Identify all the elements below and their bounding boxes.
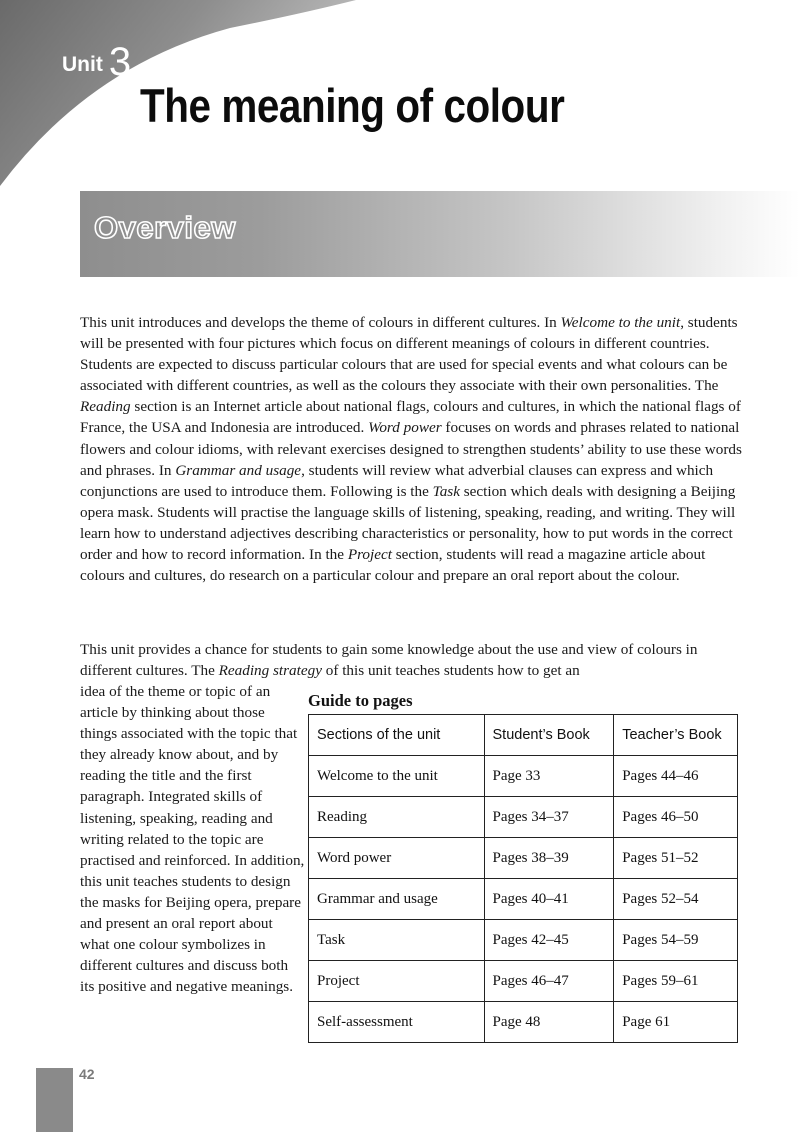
text-run: section is an Internet article about national flags, colours and cultures, in which the national flags of France, the USA and Indonesia are introduced. xyxy=(80,398,741,437)
text-run: of this unit teaches students how to get an xyxy=(321,662,580,680)
unit-label xyxy=(62,36,132,84)
teachers-book-cell: Pages 44–46 xyxy=(614,756,738,797)
text-run: focuses on words and phrases related to national flowers and colour idioms, with relevant exercises designed to strengthen students’ ability to use these words and phrases. In xyxy=(80,419,742,479)
section-cell: Task xyxy=(309,920,485,961)
unit-number: 3 xyxy=(108,40,132,84)
section-ref-welcome: Welcome to the unit xyxy=(560,314,681,331)
table-row xyxy=(309,961,738,1002)
section-cell: Grammar and usage xyxy=(309,879,485,920)
table-row xyxy=(309,756,738,797)
section-ref-word-power: Word power xyxy=(368,419,442,437)
page-title: The meaning of colour xyxy=(140,79,565,132)
section-cell: Self-assessment xyxy=(309,1002,485,1043)
teachers-book-cell: Page 61 xyxy=(614,1002,738,1043)
guide-heading: Guide to pages xyxy=(308,691,413,710)
text-run: , students will review what adverbial clauses can express and which conjunctions are used to introduce them. Following is the xyxy=(80,461,714,500)
section-ref-reading: Reading xyxy=(80,398,131,416)
overview-heading: Overview xyxy=(94,210,236,245)
overview-paragraph-2 xyxy=(80,639,742,681)
students-book-cell: Page 33 xyxy=(484,756,614,797)
section-ref-grammar: Grammar and usage xyxy=(175,461,302,479)
text-run: section which deals with designing a Beijing opera mask. Students will practise the language skills of listening, speaking, reading, and writing. They will learn how to understand adjectives describing characteristics or personality, how to put words in the correct order and how to record information. In the xyxy=(80,482,736,564)
students-book-cell: Pages 46–47 xyxy=(484,961,614,1002)
text-run: This unit introduces and develops the theme of colours in different cultures. In xyxy=(80,314,561,331)
text-run: This unit provides a chance for students to gain some knowledge about the use and view of colours in different cultures. The xyxy=(80,641,698,680)
students-book-cell: Pages 40–41 xyxy=(484,879,614,920)
students-book-cell: Pages 34–37 xyxy=(484,797,614,838)
students-book-cell: Pages 42–45 xyxy=(484,920,614,961)
section-ref-task: Task xyxy=(432,482,460,500)
teachers-book-cell: Pages 52–54 xyxy=(614,879,738,920)
section-cell: Word power xyxy=(309,838,485,879)
teachers-book-cell: Pages 54–59 xyxy=(614,920,738,961)
guide-table xyxy=(308,714,738,1043)
section-ref-project: Project xyxy=(347,546,392,564)
section-cell: Reading xyxy=(309,797,485,838)
table-row xyxy=(309,797,738,838)
text-run: section, students will read a magazine article about colours and cultures, do research on a particular colour and prepare an oral report about the colour. xyxy=(80,546,706,585)
page-edge-tab xyxy=(36,1068,73,1132)
students-book-cell: Pages 38–39 xyxy=(484,838,614,879)
column-header-sections: Sections of the unit xyxy=(309,715,485,756)
unit-word: Unit xyxy=(62,53,103,76)
section-cell: Welcome to the unit xyxy=(309,756,485,797)
teachers-book-cell: Pages 46–50 xyxy=(614,797,738,838)
students-book-cell: Page 48 xyxy=(484,1002,614,1043)
table-row xyxy=(309,1002,738,1043)
page-number: 42 xyxy=(79,1066,95,1082)
section-ref-reading-strategy: Reading strategy xyxy=(218,662,322,680)
teachers-book-cell: Pages 59–61 xyxy=(614,961,738,1002)
column-header-students-book: Student’s Book xyxy=(484,715,614,756)
table-row xyxy=(309,879,738,920)
text-run: , students will be presented with four pictures which focus on different meanings of colours in different countries. Students are expected to discuss particular colours that are used for special events and what colours can be associated with different countries, as well as the colours they associate with their own personalities. The xyxy=(80,314,738,395)
table-row xyxy=(309,920,738,961)
section-cell: Project xyxy=(309,961,485,1002)
teachers-book-cell: Pages 51–52 xyxy=(614,838,738,879)
table-row xyxy=(309,838,738,879)
overview-paragraph-3: idea of the theme or topic of an article by thinking about those things associated with the topic that they already know about, and by reading the title and the first paragraph. Integrated skills of listening, speaking, reading and writing related to the topic are practised and reinforced. In addition, this unit teaches students to design the masks for Beijing opera, prepare and present an oral report about what one colour symbolizes in different cultures and discuss both its positive and negative meanings. xyxy=(80,683,305,996)
column-header-teachers-book: Teacher’s Book xyxy=(614,715,738,756)
table-header-row xyxy=(309,715,738,756)
overview-paragraph-1 xyxy=(80,312,742,586)
